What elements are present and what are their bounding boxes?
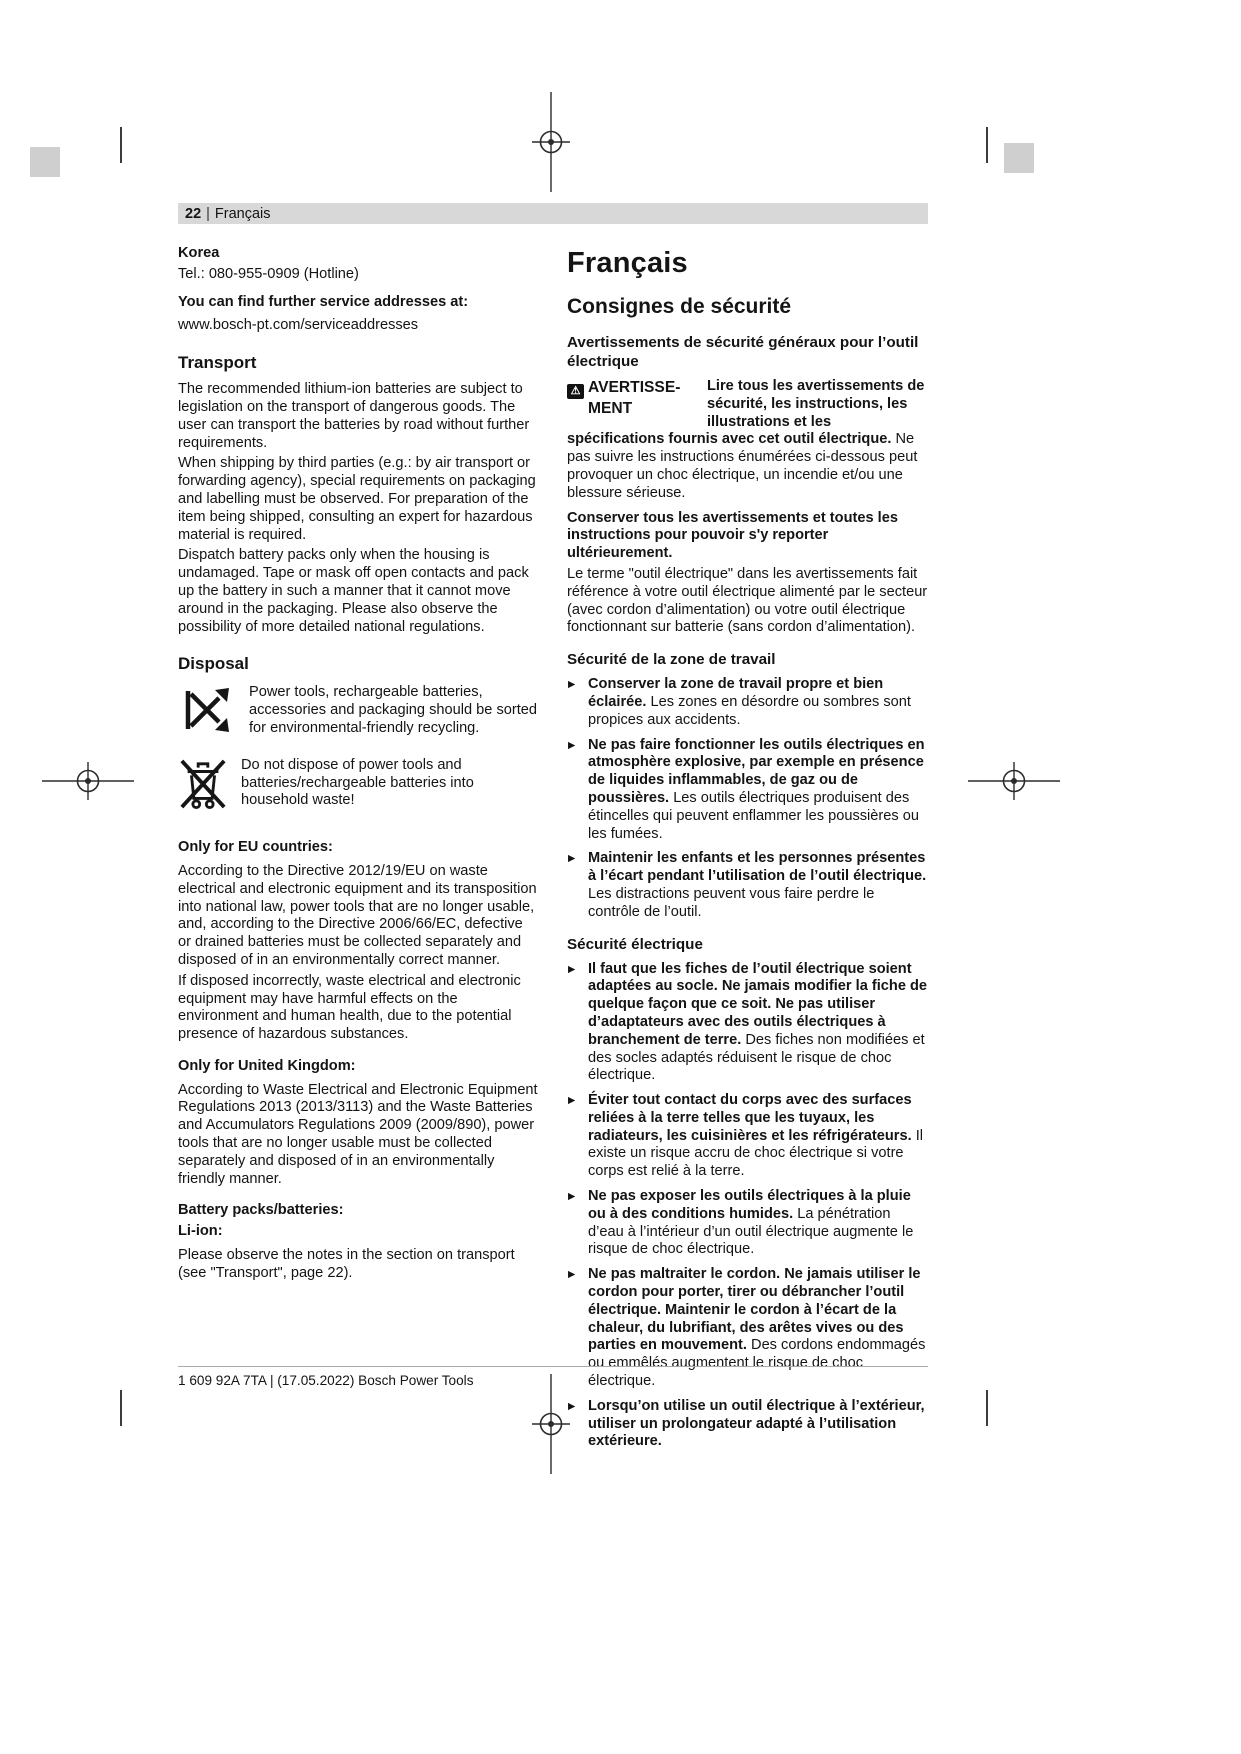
recycle-text: Power tools, rechargeable batteries, accessories and packaging should be sorted for environmental-friendly recycling. xyxy=(249,684,538,736)
page-number: 22 xyxy=(185,205,202,222)
warning-icon: ⚠ xyxy=(567,384,584,399)
crop-mark xyxy=(120,127,122,163)
service-note: You can find further service addresses at: xyxy=(178,293,469,310)
warning-block xyxy=(567,378,928,503)
bullet-body-text: Des cordons endommagés ou emmêlés augmentent le risque de choc électrique. xyxy=(588,1337,926,1390)
term-definition-text: Le terme "outil électrique" dans les avertissements fait référence à votre outil électrique alimenté par le secteur (avec cordon d’alimentation) ou votre outil électrique fonctionnant sur batterie (sans cordon d’alimentation). xyxy=(567,565,928,636)
electrical-bullet-3 xyxy=(567,1188,928,1259)
liion-heading: Li-ion: xyxy=(178,1223,223,1240)
bullet-triangle-icon: ▶ xyxy=(568,739,576,751)
bullet-triangle-icon: ▶ xyxy=(568,1400,576,1412)
header-divider: | xyxy=(206,205,210,222)
korea-phone: Tel.: 080-955-0909 (Hotline) xyxy=(178,265,359,282)
liion-text: Please observe the notes in the section on transport (see "Transport", page 22). xyxy=(178,1247,515,1281)
page-header xyxy=(178,203,928,224)
eu-countries-heading: Only for EU countries: xyxy=(178,839,333,856)
registration-mark-right xyxy=(968,757,1060,805)
print-corner-square xyxy=(30,147,60,177)
right-column xyxy=(567,245,928,1458)
electrical-bullet-2 xyxy=(567,1092,928,1181)
household-waste-row xyxy=(178,755,539,813)
warning-label xyxy=(567,378,707,419)
bullet-body-text: La pénétration d’eau à l’intérieur d’un outil électrique augmente le risque de choc électrique. xyxy=(588,1205,914,1258)
bullet-bold-text: Il faut que les fiches de l’outil électrique soient adaptées au socle. Ne jamais modifier la fiche de quelque façon que ce soit. Ne pas utiliser d’adaptateurs avec des outils électriques à branchement de terre. xyxy=(588,960,928,1048)
crop-mark xyxy=(986,1390,988,1426)
electrical-safety-heading: Sécurité électrique xyxy=(567,935,703,953)
household-waste-text: Do not dispose of power tools and batteries/rechargeable batteries into household waste! xyxy=(241,756,474,809)
language-title: Français xyxy=(567,247,688,279)
bullet-bold-text: Éviter tout contact du corps avec des surfaces reliées à la terre telles que les tuyaux, les radiateurs, les cuisinières et les réfrigérateurs. xyxy=(588,1092,912,1144)
crop-mark xyxy=(986,127,988,163)
header-language: Français xyxy=(214,205,271,222)
bullet-bold-text: Ne pas exposer les outils électriques à la pluie ou à des conditions humides. xyxy=(588,1188,911,1222)
registration-mark-top xyxy=(527,92,575,192)
print-corner-square xyxy=(1004,143,1034,173)
uk-heading: Only for United Kingdom: xyxy=(178,1057,356,1074)
eu-paragraph-2: If disposed incorrectly, waste electrical and electronic equipment may have harmful effects on the environment and human health, due to the potential presence of hazardous substances. xyxy=(178,972,521,1043)
crop-mark xyxy=(120,1390,122,1426)
battery-packs-heading: Battery packs/batteries: xyxy=(178,1202,344,1219)
bullet-triangle-icon: ▶ xyxy=(568,679,576,691)
bullet-triangle-icon: ▶ xyxy=(568,1095,576,1107)
general-warnings-subtitle: Avertissements de sécurité généraux pour l’outil électrique xyxy=(567,334,919,370)
electrical-bullet-1 xyxy=(567,961,928,1086)
page-footer xyxy=(178,1366,928,1388)
crossed-out-bin-icon xyxy=(178,755,228,813)
bullet-triangle-icon: ▶ xyxy=(568,853,576,865)
bullet-triangle-icon: ▶ xyxy=(568,1191,576,1203)
recycle-icon xyxy=(178,682,236,738)
service-url[interactable]: www.bosch-pt.com/serviceaddresses xyxy=(178,317,419,334)
left-column xyxy=(178,245,539,1458)
warning-label-line1 xyxy=(567,379,680,396)
bullet-body-text: Les outils électriques produisent des étincelles qui peuvent enflammer les poussières ou les fumées. xyxy=(588,789,919,842)
page-content xyxy=(178,203,928,1458)
work-area-bullet-3 xyxy=(567,850,928,921)
recycle-note-row xyxy=(178,682,539,740)
registration-mark-left xyxy=(42,757,134,805)
two-column-layout xyxy=(178,245,928,1458)
work-area-bullet-2 xyxy=(567,737,928,844)
bullet-triangle-icon: ▶ xyxy=(568,1269,576,1281)
warning-bold-text: Lire tous les avertissements de sécurité, les instructions, les illustrations et les spécifications fournis avec cet outil électrique. xyxy=(567,378,925,448)
bullet-bold-text: Ne pas faire fonctionner les outils électriques en atmosphère explosive, par exemple en présence de liquides inflammables, de gaz ou de poussières. xyxy=(588,736,925,806)
bullet-body-text: Des fiches non modifiées et des socles adaptés réduisent le risque de choc électrique. xyxy=(588,1031,925,1084)
transport-paragraph-3: Dispatch battery packs only when the housing is undamaged. Tape or mask off open contacts and pack up the battery in such a manner that it cannot move around in the packaging. Please also observe the possibility of more detailed national regulations. xyxy=(178,547,529,635)
electrical-bullet-5 xyxy=(567,1398,928,1451)
transport-heading: Transport xyxy=(178,353,257,373)
safety-section-title: Consignes de sécurité xyxy=(567,295,792,318)
bullet-bold-text: Maintenir les enfants et les personnes présentes à l’écart pendant l’utilisation de l’outil électrique. xyxy=(588,850,927,885)
warning-label-text-1: AVERTISSE- xyxy=(588,379,681,396)
work-area-bullet-1 xyxy=(567,676,928,729)
document-code: 1 609 92A 7TA | (17.05.2022) xyxy=(178,1373,355,1388)
bullet-body-text: Les zones en désordre ou sombres sont propices aux accidents. xyxy=(588,693,911,728)
bullet-body-text: Les distractions peuvent vous faire perdre le contrôle de l’outil. xyxy=(588,885,875,920)
disposal-heading: Disposal xyxy=(178,654,249,674)
keep-instructions-text: Conserver tous les avertissements et toutes les instructions pour pouvoir s'y reporter ultérieurement. xyxy=(567,509,898,562)
korea-heading: Korea xyxy=(178,245,220,261)
uk-paragraph: According to Waste Electrical and Electronic Equipment Regulations 2013 (2013/3113) and the Waste Batteries and Accumulators Regulations 2009 (2009/890), power tools that are no longer usable must be collected separately and disposed of in an environmentally friendly manner. xyxy=(178,1081,538,1187)
warning-label-text-2: MENT xyxy=(588,400,633,417)
work-area-heading: Sécurité de la zone de travail xyxy=(567,651,776,669)
eu-paragraph-1: According to the Directive 2012/19/EU on waste electrical and electronic equipment and its transposition into national law, power tools that are no longer usable, and, according to the Directive 2006/66/EC, defective or drained batteries must be collected separately and disposed of in an environmentally correct manner. xyxy=(178,862,537,968)
bullet-bold-text: Ne pas maltraiter le cordon. Ne jamais utiliser le cordon pour porter, tirer ou débrancher l’outil électrique. Maintenir le cordon à l’écart de la chaleur, du lubrifiant, des arêtes vives ou des parties en mouvement. xyxy=(588,1266,921,1354)
bullet-bold-text: Lorsqu’on utilise un outil électrique à l’extérieur, utiliser un prolongateur adapté à l’utilisation extérieure. xyxy=(588,1397,925,1450)
bullet-bold-text: Conserver la zone de travail propre et bien éclairée. xyxy=(588,676,884,710)
transport-paragraph-2: When shipping by third parties (e.g.: by air transport or forwarding agency), special requirements on packaging and labelling must be observed. For preparation of the item being shipped, consulting an expert for hazardous material is required. xyxy=(178,455,536,543)
bullet-body-text: Il existe un risque accru de choc électrique si votre corps est relié à la terre. xyxy=(588,1127,924,1180)
brand-name: Bosch Power Tools xyxy=(358,1373,474,1388)
transport-paragraph-1: The recommended lithium-ion batteries are subject to legislation on the transport of dangerous goods. The user can transport the batteries by road without further requirements. xyxy=(178,381,530,451)
warning-body-text: Ne pas suivre les instructions énumérées ci-dessous peut provoquer un choc électrique, un incendie et/ou une blessure sérieuse. xyxy=(567,431,918,501)
bullet-triangle-icon: ▶ xyxy=(568,963,576,975)
